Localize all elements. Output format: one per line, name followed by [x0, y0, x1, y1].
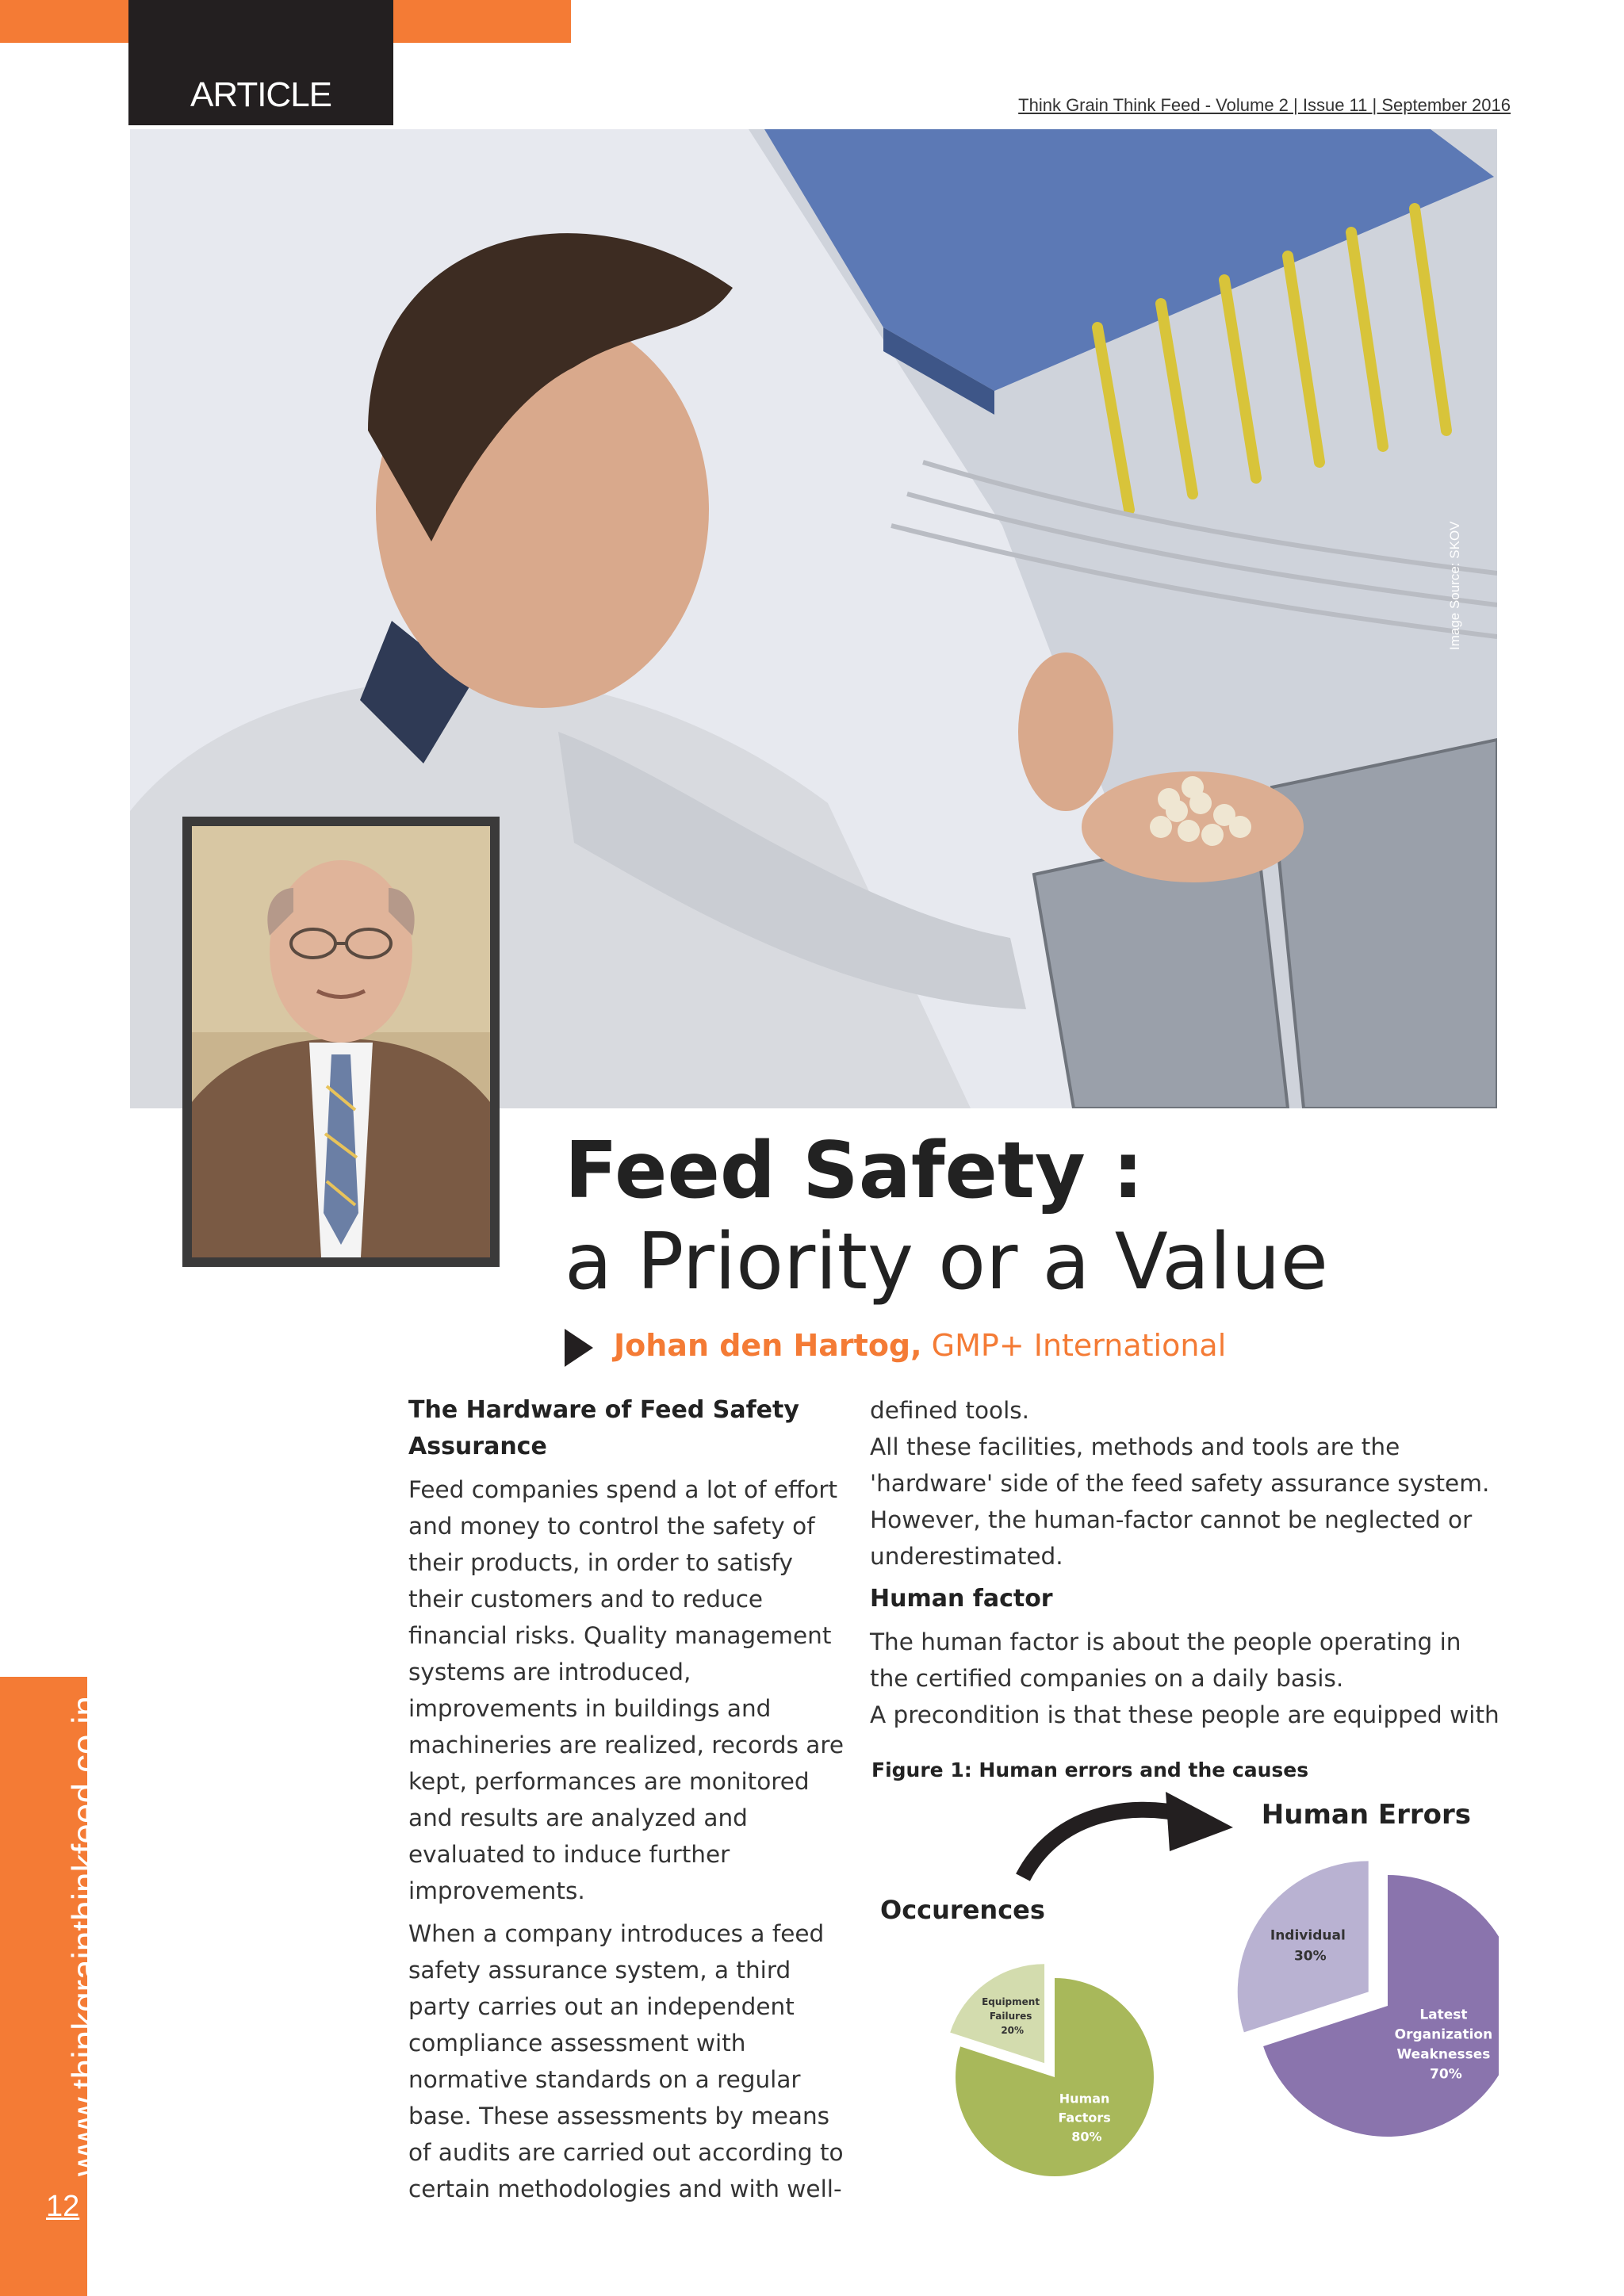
image-source-credit: Image Source: SKOV	[1447, 521, 1462, 650]
paragraph: A precondition is that these people are equipped with	[870, 1701, 1500, 1728]
flow-arrow-icon	[1023, 1810, 1189, 1877]
byline-organization: GMP+ International	[931, 1328, 1227, 1363]
flow-arrow-head-icon	[1166, 1792, 1233, 1851]
slice-label-equipment-failures: Equipment Failures 20%	[982, 1996, 1040, 2037]
slice-label-individual: Individual 30%	[1270, 1927, 1346, 1965]
right-column	[870, 1392, 1504, 1739]
pie-slice-individual	[1238, 1861, 1369, 2032]
section-heading-hardware: The Hardware of Feed Safety Assurance	[408, 1396, 799, 1460]
section-heading-human-factor: Human factor	[870, 1585, 1053, 1613]
byline-arrow-icon	[565, 1329, 593, 1367]
page-number: 12	[46, 2190, 80, 2223]
author-portrait	[182, 817, 500, 1267]
issue-line: Think Grain Think Feed - Volume 2 | Issue 11 | September 2016	[1018, 95, 1511, 115]
byline-author: Johan den Hartog,	[614, 1328, 922, 1363]
chart-title-occurrences: Occurences	[880, 1895, 1045, 1925]
paragraph: When a company introduces a feed safety assurance system, a third party carries out an independent compliance assessment with normative standards on a regular base. These assessments by means of audits are carried out according to certain methodologies and with well-	[408, 1920, 844, 2202]
section-label: ARTICLE	[190, 75, 332, 114]
website-url[interactable]: www.thinkgrainthinkfeed.co.in	[64, 1696, 105, 2176]
figure-pie-charts	[864, 1784, 1499, 2196]
article-title: Feed Safety :	[565, 1126, 1144, 1216]
left-column	[408, 1392, 852, 2214]
slice-label-human-factors: Human Factors 80%	[1058, 2091, 1111, 2145]
figure-caption: Figure 1: Human errors and the causes	[871, 1758, 1309, 1781]
paragraph: Feed companies spend a lot of effort and money to control the safety of their products, in order to satisfy their customers and to reduce financial risks. Quality management systems are introduced, improvements in buildings and machineries are realized, records are kept, performances are monitored and results are analyzed and evaluated to induce further improvements.	[408, 1476, 844, 1904]
slice-label-organization-weaknesses: Latest Organization Weaknesses 70%	[1394, 2007, 1493, 2083]
byline	[614, 1328, 1226, 1363]
author-portrait-illustration	[182, 817, 500, 1267]
chart-title-human-errors: Human Errors	[1261, 1799, 1471, 1831]
paragraph: The human factor is about the people operating in the certified companies on a daily basis.	[870, 1628, 1461, 1692]
paragraph: defined tools.	[870, 1397, 1030, 1424]
pie-chart-svg	[864, 1784, 1499, 2196]
article-subtitle: a Priority or a Value	[565, 1217, 1328, 1307]
paragraph: All these facilities, methods and tools are the 'hardware' side of the feed safety assurance system. However, the human-factor cannot be neglected or underestimated.	[870, 1433, 1490, 1570]
